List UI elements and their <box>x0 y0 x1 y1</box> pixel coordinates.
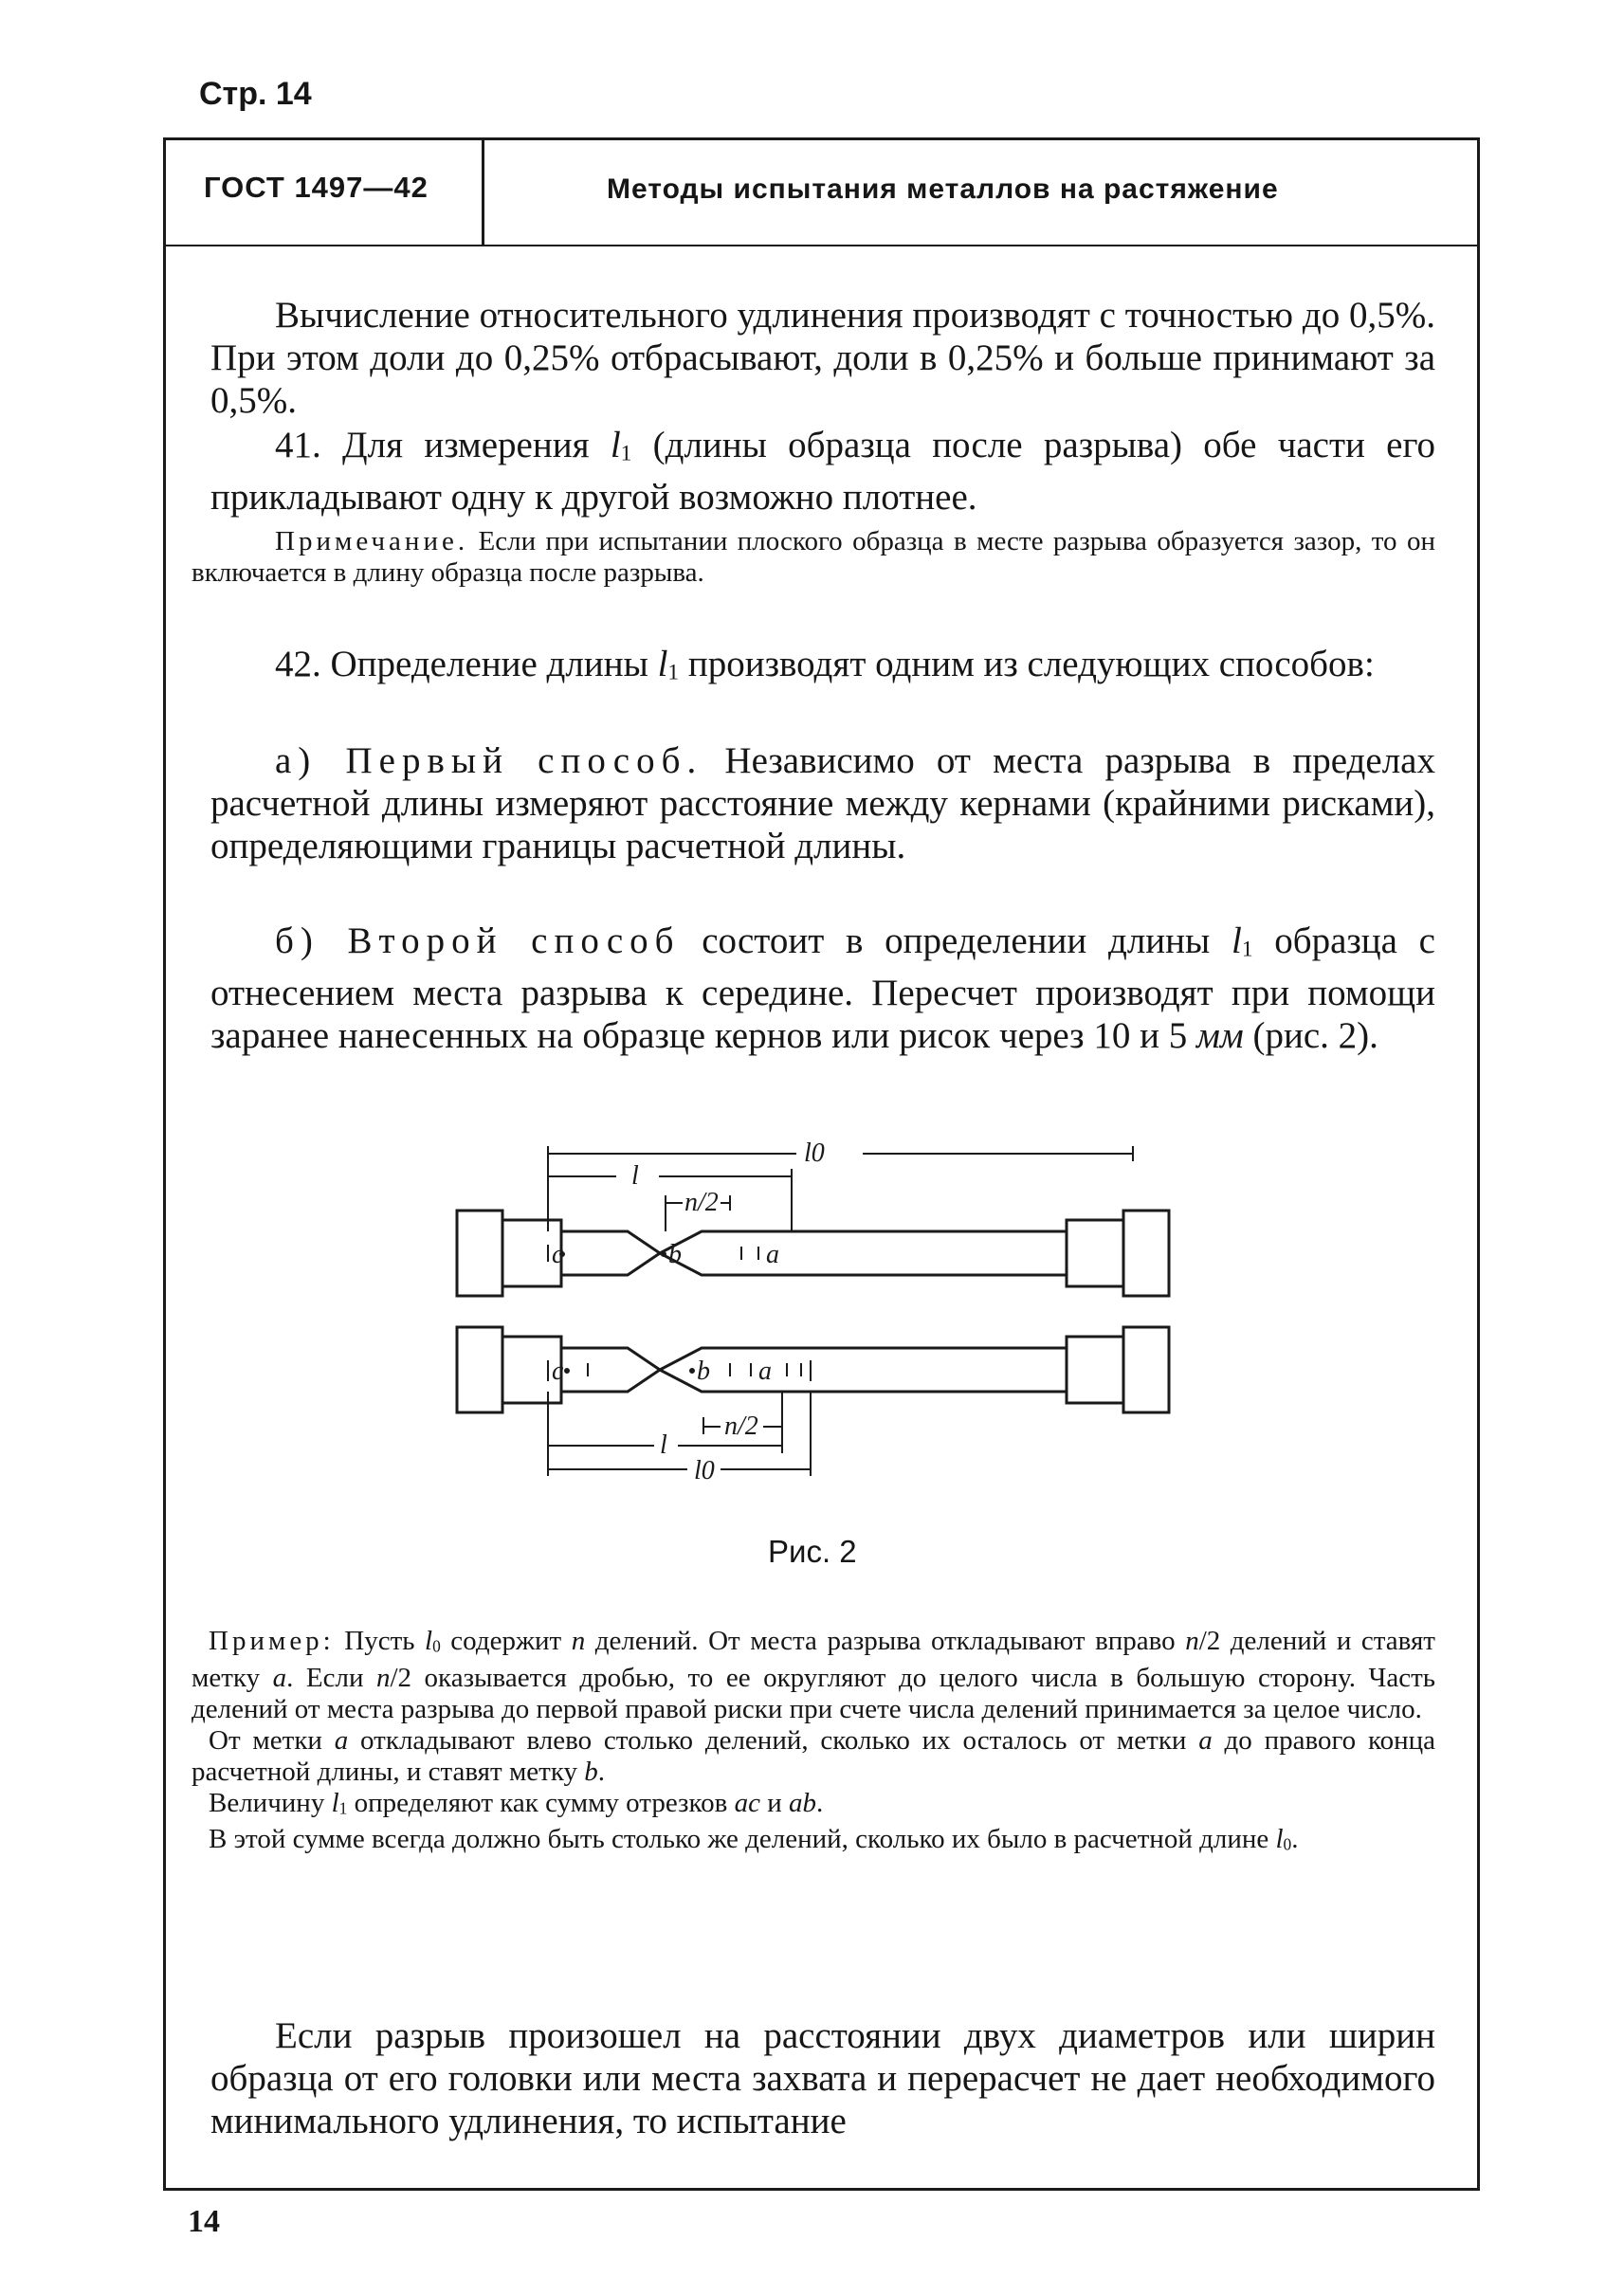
grip-right-outer <box>1123 1211 1169 1296</box>
subscript: 1 <box>667 660 680 685</box>
label-l0-bottom: l0 <box>694 1456 715 1485</box>
specimen-bottom-edge <box>561 1253 1067 1275</box>
paragraph-42-rest: производят одним из следующих способов: <box>679 644 1375 684</box>
method-second-text: состоит в определении длины <box>680 920 1232 961</box>
grip-right-inner <box>1067 1220 1123 1286</box>
label-c-top: c <box>552 1240 564 1269</box>
unit-mm: мм <box>1195 1014 1244 1056</box>
paragraph-precision <box>210 294 1435 422</box>
subscript: 1 <box>1241 937 1253 962</box>
gost-number: ГОСТ 1497—42 <box>204 171 429 204</box>
grip-left-outer <box>457 1211 502 1296</box>
label-l-bottom: l <box>660 1430 667 1460</box>
grip-left-outer-2 <box>457 1327 502 1412</box>
variable-l: l <box>1231 920 1242 961</box>
example-block: Пример: Пусть $l_0$ содержит n делений. От места разрыва откладывают вправо n/2 делений и ставят метку a. Если n/2 оказывается дробью, то ее округляют до целого числа в большую сторону. Часть делений от места разрыва до первой правой риски при счете числа делений принимается за целое число. От метки a откладывают влево столько делений, сколько их осталось от метки a до правого конца расчетной длины, и ставят метку b. Величину $l_1$ определяют как сумму отрезков ac и ab. В этой сумме всегда должно быть столько же делений, сколько их было в расчетной длине $l_0$. <box>192 1626 1436 1855</box>
header-vertical-divider <box>482 140 484 245</box>
example-label: Пример: <box>209 1626 335 1656</box>
label-b-top: b <box>668 1240 682 1269</box>
paragraph-41 <box>210 424 1435 519</box>
paragraph-42 <box>210 643 1435 695</box>
method-second: б) Второй способ состоит в определении длины $l_1$ образца с отнесением места разрыва к середине. Пересчет производят при помощи заранее нанесенных на образце кернов или рисок через 10 и 5 мм (рис. 2). <box>210 920 1435 1056</box>
grip-right-inner-2 <box>1067 1337 1123 1403</box>
page-number: 14 <box>188 2204 220 2239</box>
label-n2-bottom: n/2 <box>724 1412 758 1441</box>
label-a-top: a <box>766 1240 779 1269</box>
note-text: Если при испытании плоского образца в месте разрыва образуется зазор, то он включается в длину образца после разрыва. <box>192 526 1435 588</box>
paragraph-42-lead: 42. Определение длины <box>275 644 658 684</box>
note-label: Примечание. <box>275 526 469 556</box>
label-b-bottom: b <box>697 1357 710 1386</box>
label-n2-top: n/2 <box>684 1188 719 1217</box>
variable-l: l <box>657 644 668 684</box>
label-a-bottom: a <box>758 1357 772 1386</box>
figure-caption: Рис. 2 <box>768 1534 857 1569</box>
paragraph-text: Если разрыв произошел на расстоянии двух диаметров или ширин образца от его головки или места захвата и перерасчет не дает необходимого минимального удлинения, то испытание <box>210 2015 1435 2141</box>
paragraph-text: Вычисление относительного удлинения производят с точностью до 0,5%. При этом доли до 0,25% отбрасывают, доли в 0,25% и больше принимают за 0,5%. <box>210 295 1435 421</box>
method-first-label: а) Первый способ. <box>275 740 703 781</box>
subscript: 1 <box>620 441 632 466</box>
document-title: Методы испытания металлов на растяжение <box>607 173 1279 205</box>
label-l-top: l <box>631 1161 639 1191</box>
method-first <box>210 739 1435 867</box>
variable-l: l <box>610 425 621 465</box>
specimen-bottom-edge-2 <box>561 1370 1067 1392</box>
grip-right-outer-2 <box>1123 1327 1169 1412</box>
paragraph-41-rest: (длины образца после разрыва) обе части его прикладывают одну к другой возможно плотнее. <box>210 425 1435 518</box>
specimen-top-edge <box>561 1231 1067 1253</box>
method-second-label: б) Второй способ <box>275 920 681 961</box>
specimen-figure <box>446 1133 1185 1512</box>
page-top-label: Стр. 14 <box>199 76 312 112</box>
header-divider <box>163 245 1480 246</box>
method-first-text: Независимо от места разрыва в пределах расчетной длины измеряют расстояние между кернами (крайними рисками), определяющими границы расчетной длины. <box>210 740 1435 866</box>
specimen-top-edge-2 <box>561 1348 1067 1370</box>
label-c-bottom: c <box>552 1357 564 1386</box>
label-l0-top: l0 <box>804 1138 825 1168</box>
note <box>192 526 1435 589</box>
paragraph-41-lead: 41. Для измерения <box>275 425 611 465</box>
paragraph-rupture <box>210 2014 1435 2142</box>
